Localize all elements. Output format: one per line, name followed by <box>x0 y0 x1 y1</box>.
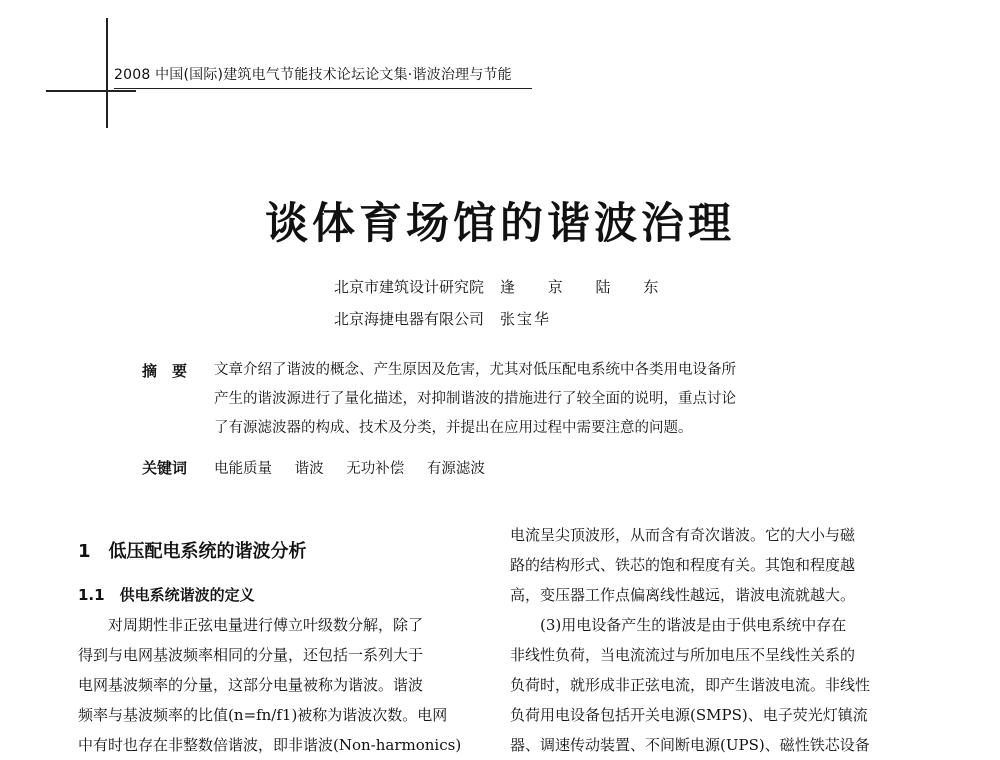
body-column-left <box>78 610 478 760</box>
keyword: 无功补偿 <box>346 461 405 477</box>
keywords-list <box>214 457 503 478</box>
body-line: 得到与电网基波频率相同的分量，还包括一系列大于 <box>78 646 424 664</box>
body-line: 电流呈尖顶波形，从而含有奇次谐波。它的大小与磁 <box>510 526 856 544</box>
section-heading: 1 低压配电系统的谐波分析 <box>78 541 307 562</box>
affiliation-org: 北京市建筑设计研究院 <box>334 278 485 296</box>
body-line: 频率与基波频率的比值(n=fn/f1)被称为谐波次数。电网 <box>78 706 448 724</box>
body-line: 电网基波频率的分量，这部分电量被称为谐波。谐波 <box>78 676 424 694</box>
body-line: 负荷用电设备包括开关电源(SMPS)、电子荧光灯镇流 <box>510 706 868 724</box>
affiliation-authors: 逢 京 陆 东 <box>500 278 673 296</box>
abstract-line: 文章介绍了谐波的概念、产生原因及危害，尤其对低压配电系统中各类用电设备所 <box>214 362 736 378</box>
affiliation-2 <box>334 308 551 329</box>
abstract-text <box>214 356 854 443</box>
body-line: 中有时也存在非整数倍谐波，即非谐波(Non-harmonics) <box>78 736 462 754</box>
keywords-label: 关键词 <box>142 459 188 477</box>
body-line: 非线性负荷，当电流流过与所加电压不呈线性关系的 <box>510 646 856 664</box>
body-line: 负荷时，就形成非正弦电流，即产生谐波电流。非线性 <box>510 676 871 694</box>
running-head: 2008 中国(国际)建筑电气节能技术论坛论文集·谐波治理与节能 <box>114 67 512 83</box>
body-line: 路的结构形式、铁芯的饱和程度有关。其饱和程度越 <box>510 556 856 574</box>
abstract-line: 产生的谐波源进行了量化描述，对抑制谐波的措施进行了较全面的说明，重点讨论 <box>214 391 736 407</box>
keyword: 有源滤波 <box>426 461 485 477</box>
affiliation-org: 北京海捷电器有限公司 <box>334 310 485 328</box>
crop-mark-horizontal <box>46 90 136 92</box>
crop-mark-vertical <box>106 18 108 128</box>
keyword: 谐波 <box>294 461 324 477</box>
affiliation-authors: 张宝华 <box>500 310 552 328</box>
body-line: 高，变压器工作点偏离线性越远，谐波电流就越大。 <box>510 586 856 604</box>
body-column-right <box>510 520 920 760</box>
abstract-label: 摘 要 <box>142 362 188 380</box>
running-head-rule <box>114 88 532 89</box>
subsection-heading: 1.1 供电系统谐波的定义 <box>78 586 255 604</box>
abstract-line: 了有源滤波器的构成、技术及分类，并提出在应用过程中需要注意的问题。 <box>214 420 693 436</box>
keyword: 电能质量 <box>214 461 272 477</box>
body-line: 对周期性非正弦电量进行傅立叶级数分解，除了 <box>78 616 424 634</box>
body-line: (3)用电设备产生的谐波是由于供电系统中存在 <box>510 616 847 634</box>
body-line: 器、调速传动装置、不间断电源(UPS)、磁性铁芯设备 <box>510 736 870 754</box>
paper-title: 谈体育场馆的谐波治理 <box>265 199 735 249</box>
affiliation-1 <box>334 276 672 297</box>
